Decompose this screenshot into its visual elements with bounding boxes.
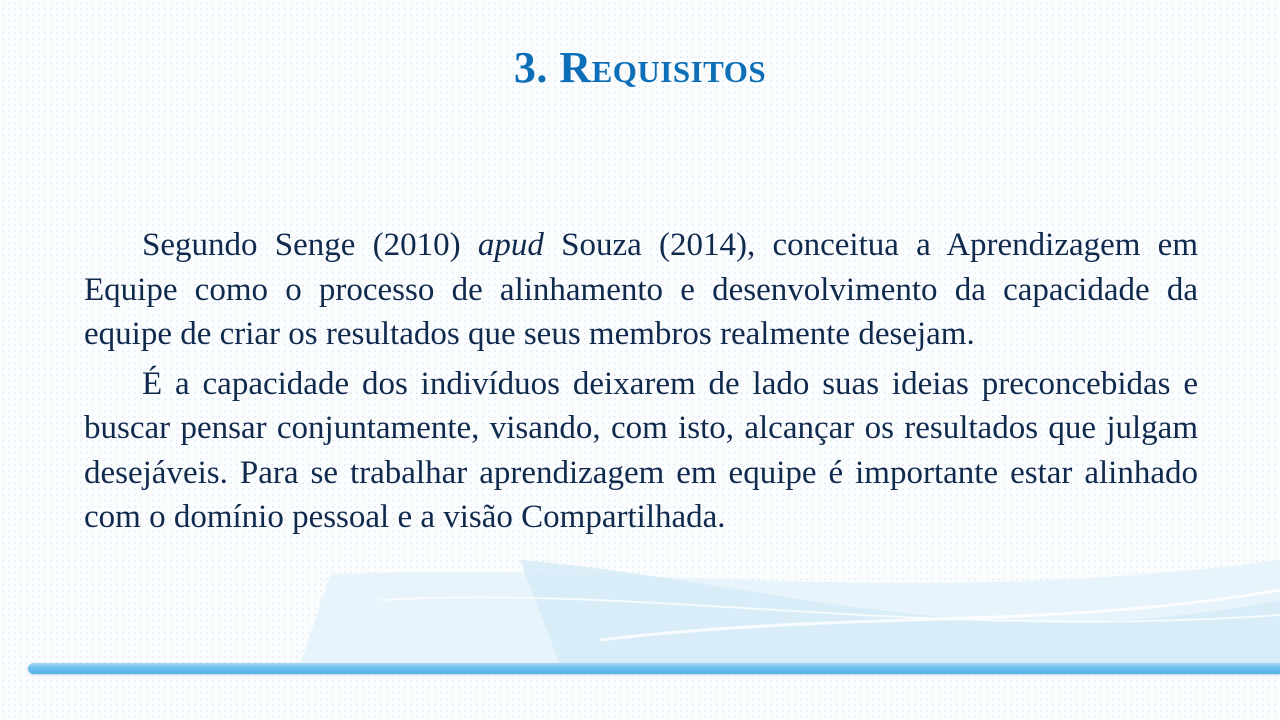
slide-body [84, 223, 1198, 545]
slide-title: 3. Requisitos [513, 43, 767, 92]
paragraph-1-text-start: Segundo Senge (2010) [142, 227, 478, 263]
paragraph-1-text-end: Souza (2014), conceitua a Aprendizagem em Equipe como o processo de alinhamento e desenvolvimento da capacidade da equipe de criar os resultados que seus membros realmente desejam. [84, 227, 1198, 352]
paragraph-1 [84, 223, 1198, 357]
paragraph-1-apud: apud [477, 227, 544, 263]
bottom-accent-bar [28, 663, 1280, 674]
paragraph-2: É a capacidade dos indivíduos deixarem de lado suas ideias preconcebidas e buscar pensar conjuntamente, visando, com isto, alcançar os resultados que julgam desejáveis. Para se trabalhar aprendizagem em equipe é importante estar alinhado com o domínio pessoal e a visão Compartilhada. [84, 365, 1198, 535]
